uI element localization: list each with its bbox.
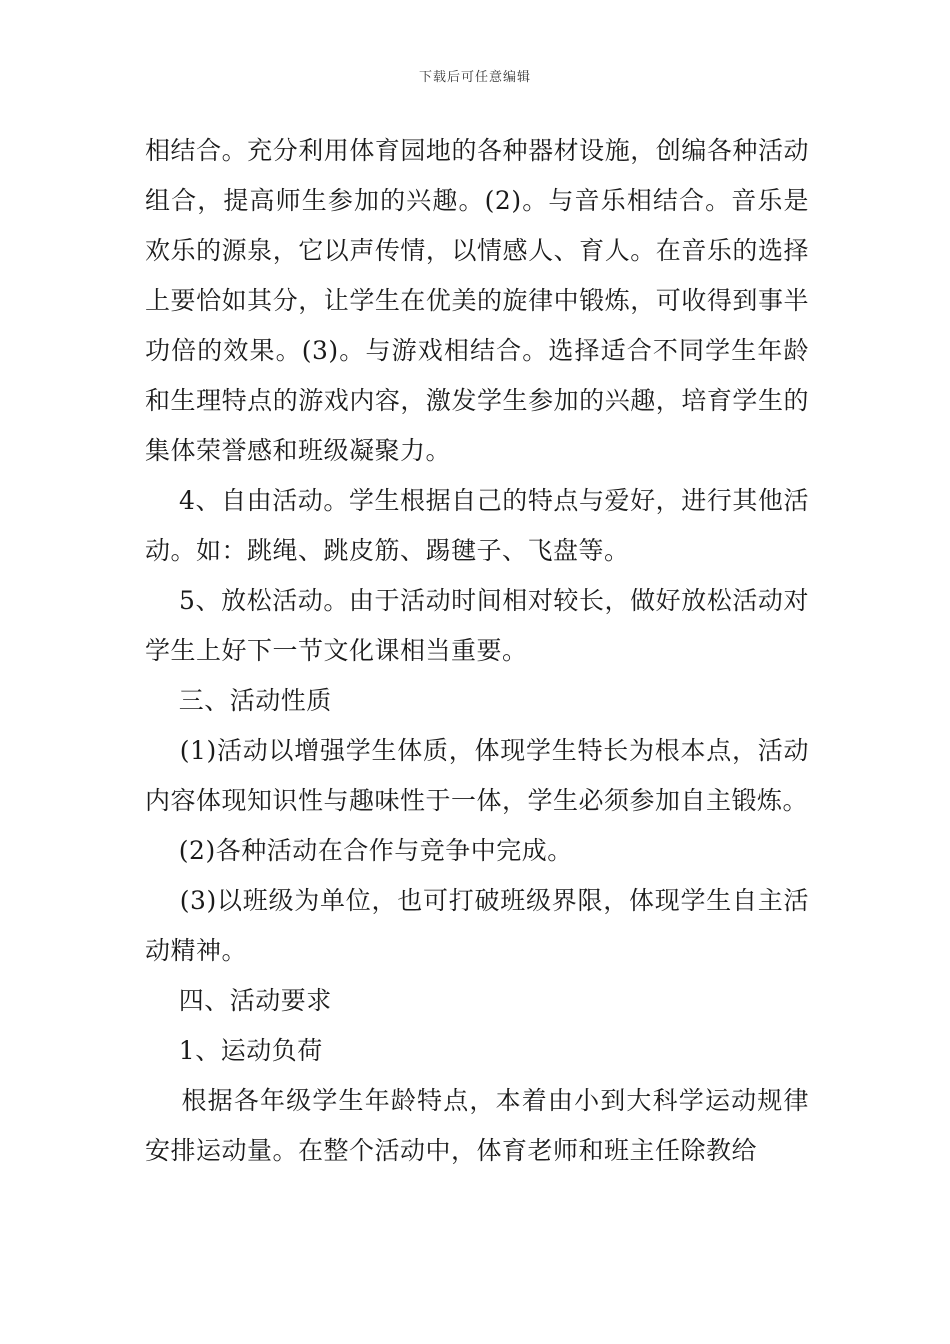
paragraph-1: 相结合。充分利用体育园地的各种器材设施，创编各种活动组合，提高师生参加的兴趣。(2)。与音乐相结合。音乐是欢乐的源泉，它以声传情，以情感人、育人。在音乐的选择上要恰如其分，让学生在优美的旋律中锻炼，可收得到事半功倍的效果。(3)。与游戏相结合。选择适合不同学生年龄和生理特点的游戏内容，激发学生参加的兴趣，培育学生的集体荣誉感和班级凝聚力。 [145, 136, 809, 465]
document-body [145, 126, 809, 1176]
section-heading-3: 三、活动性质 [145, 686, 332, 715]
paragraph-7: 根据各年级学生年龄特点，本着由小到大科学运动规律安排运动量。在整个活动中，体育老师和班主任除教给 [145, 1086, 809, 1165]
paragraph-3: 5、放松活动。由于活动时间相对较长，做好放松活动对学生上好下一节文化课相当重要。 [145, 586, 809, 665]
page-header-note: 下载后可任意编辑 [418, 70, 531, 85]
subheading-1: 1、运动负荷 [145, 1036, 323, 1065]
paragraph-6: (3)以班级为单位，也可打破班级界限，体现学生自主活动精神。 [145, 886, 809, 965]
paragraph-4: (1)活动以增强学生体质，体现学生特长为根本点，活动内容体现知识性与趣味性于一体，学生必须参加自主锻炼。 [145, 736, 809, 815]
section-heading-4: 四、活动要求 [145, 986, 332, 1015]
paragraph-2: 4、自由活动。学生根据自己的特点与爱好，进行其他活动。如：跳绳、跳皮筋、踢毽子、飞盘等。 [145, 486, 809, 565]
paragraph-5: (2)各种活动在合作与竞争中完成。 [145, 836, 573, 865]
